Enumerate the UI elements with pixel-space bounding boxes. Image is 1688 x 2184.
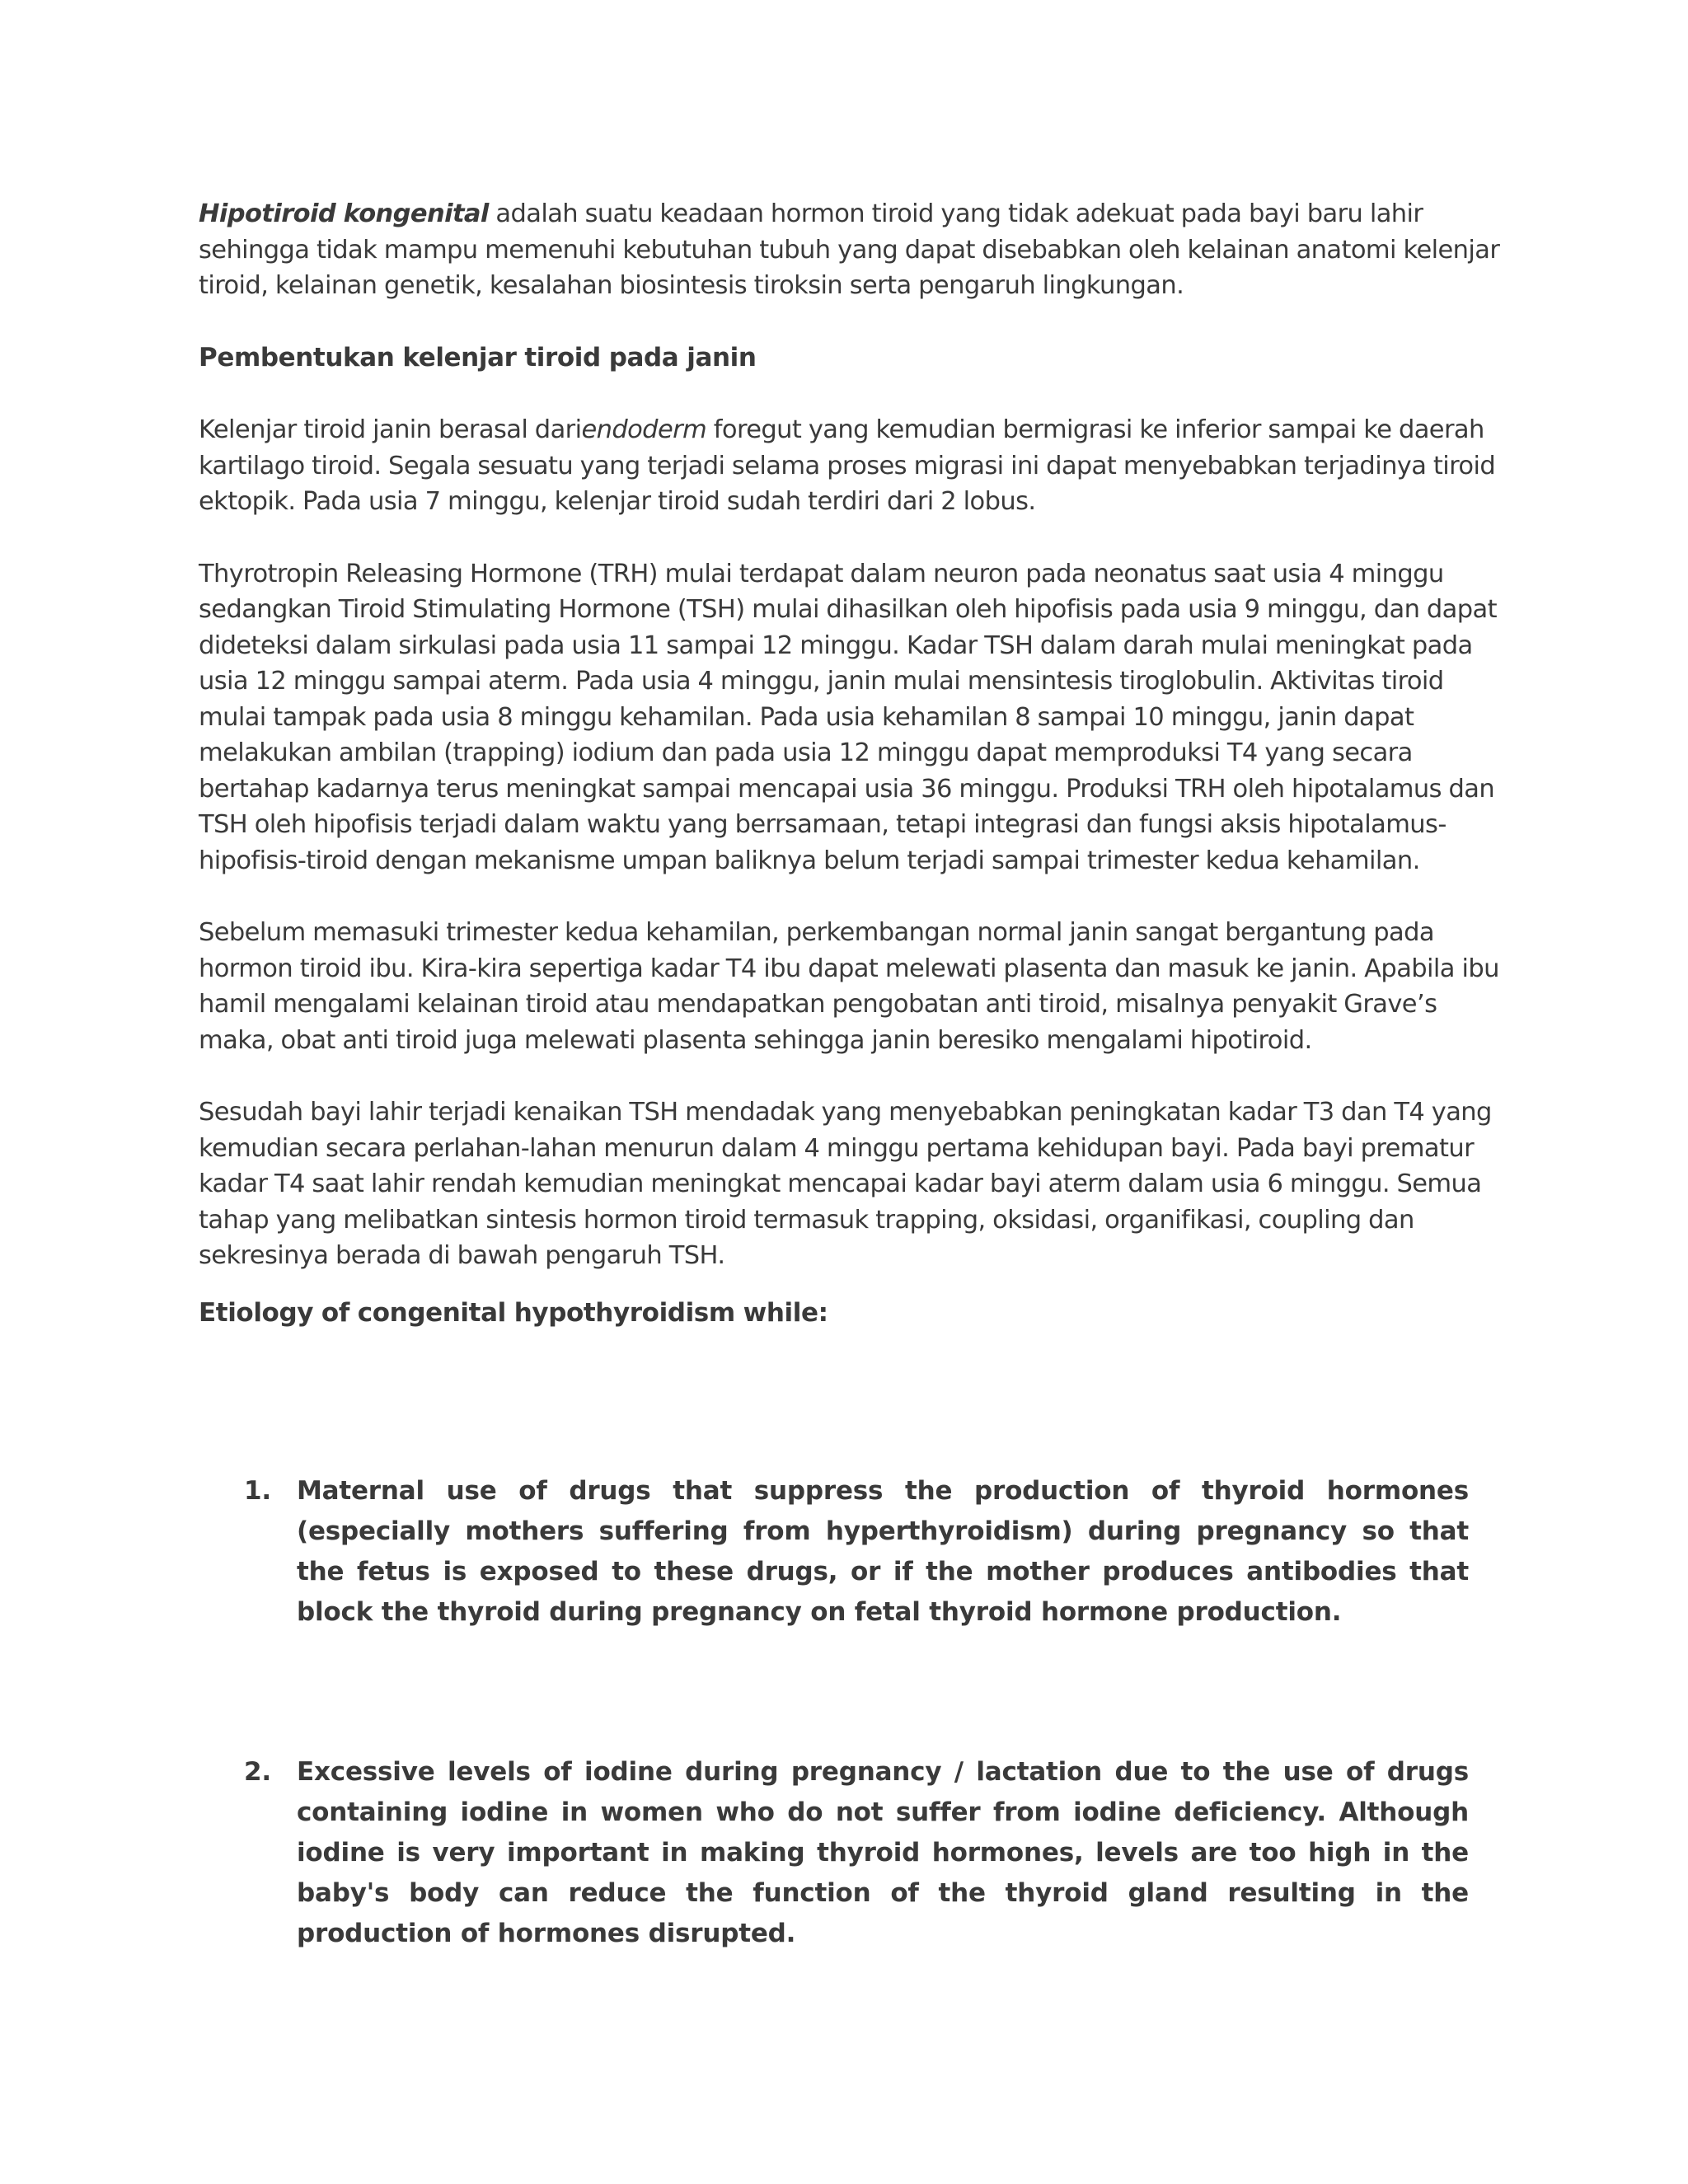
heading-formation: Pembentukan kelenjar tiroid pada janin	[199, 342, 757, 373]
paragraph-embryology-before: Kelenjar tiroid janin berasal dari	[199, 415, 582, 444]
paragraph-maternal-hormone: Sebelum memasuki trimester kedua kehamilan, perkembangan normal janin sangat bergantung pada hormon tiroid ibu. Kira-kira sepertiga kadar T4 ibu dapat melewati plasenta dan masuk ke janin. Apabila ibu hamil mengalami kelainan tiroid atau mendapatkan pengobatan anti tiroid, misalnya penyakit Grave’s maka, obat anti tiroid juga melewati plasenta sehingga janin beresiko mengalami hipotiroid.	[199, 918, 1499, 1055]
list-item	[244, 1752, 1469, 1954]
list-item-text: Excessive levels of iodine during pregnancy / lactation due to the use of drugs containing iodine in women who do not suffer from iodine deficiency. Although iodine is very important in making thyroid hormones, levels are too high in the baby's body can reduce the function of the thyroid gland resulting in the production of hormones disrupted.	[297, 1757, 1469, 1948]
paragraph-embryology-italic: endoderm	[581, 415, 707, 444]
list-item-number: 1.	[244, 1476, 271, 1506]
intro-paragraph	[199, 196, 1501, 304]
list-item-number: 2.	[244, 1757, 271, 1787]
paragraph-embryology-after: foregut yang kemudian bermigrasi ke inferior sampai ke daerah kartilago tiroid. Segala sesuatu yang terjadi selama proses migrasi ini dapat menyebabkan terjadinya tiroid ektopik. Pada usia 7 minggu, kelenjar tiroid sudah terdiri dari 2 lobus.	[199, 415, 1496, 516]
intro-term: Hipotiroid kongenital	[199, 199, 489, 228]
paragraph-after-birth: Sesudah bayi lahir terjadi kenaikan TSH mendadak yang menyebabkan peningkatan kadar T3 dan T4 yang kemudian secara perlahan-lahan menurun dalam 4 minggu pertama kehidupan bayi. Pada bayi prematur kadar T4 saat lahir rendah kemudian meningkat mencapai kadar bayi aterm dalam usia 6 minggu. Semua tahap yang melibatkan sintesis hormon tiroid termasuk trapping, oksidasi, organifikasi, coupling dan sekresinya berada di bawah pengaruh TSH.	[199, 1098, 1492, 1270]
paragraph-embryology	[199, 412, 1501, 520]
list-item-text: Maternal use of drugs that suppress the production of thyroid hormones (especially mothers suffering from hyperthyroidism) during pregnancy so that the fetus is exposed to these drugs, or if the mother produces antibodies that block the thyroid during pregnancy on fetal thyroid hormone production.	[297, 1476, 1469, 1627]
document-body	[199, 196, 1501, 1331]
list-item	[244, 1471, 1469, 1633]
intro-text: adalah suatu keadaan hormon tiroid yang tidak adekuat pada bayi baru lahir sehingga tidak mampu memenuhi kebutuhan tubuh yang dapat disebabkan oleh kelainan anatomi kelenjar tiroid, kelainan genetik, kesalahan biosintesis tiroksin serta pengaruh lingkungan.	[199, 199, 1500, 300]
paragraph-trh-tsh: Thyrotropin Releasing Hormone (TRH) mulai terdapat dalam neuron pada neonatus saat usia 4 minggu sedangkan Tiroid Stimulating Hormone (TSH) mulai dihasilkan oleh hipofisis pada usia 9 minggu, dan dapat dideteksi dalam sirkulasi pada usia 11 sampai 12 minggu. Kadar TSH dalam darah mulai meningkat pada usia 12 minggu sampai aterm. Pada usia 4 minggu, janin mulai mensintesis tiroglobulin. Aktivitas tiroid mulai tampak pada usia 8 minggu kehamilan. Pada usia kehamilan 8 sampai 10 minggu, janin dapat melakukan ambilan (trapping) iodium dan pada usia 12 minggu dapat memproduksi T4 yang secara bertahap kadarnya terus meningkat sampai mencapai usia 36 minggu. Produksi TRH oleh hipotalamus dan TSH oleh hipofisis terjadi dalam waktu yang berrsamaan, tetapi integrasi dan fungsi aksis hipotalamus-hipofisis-tiroid dengan mekanisme umpan baliknya belum terjadi sampai trimester kedua kehamilan.	[199, 559, 1497, 875]
heading-etiology: Etiology of congenital hypothyroidism while:	[199, 1297, 828, 1328]
